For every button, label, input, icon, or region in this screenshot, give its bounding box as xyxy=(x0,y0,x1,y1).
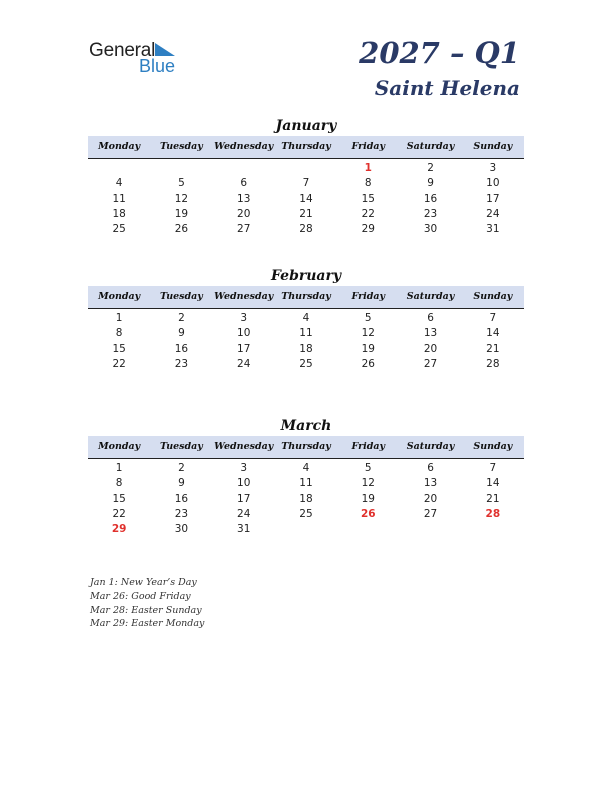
date-cell: 23 xyxy=(423,207,438,220)
date-cell: 30 xyxy=(423,223,438,236)
weekday-label: Friday xyxy=(351,291,386,302)
holiday-notes xyxy=(90,576,204,631)
date-cell: 24 xyxy=(237,507,251,520)
date-cell: 5 xyxy=(178,177,185,190)
weekday-label: Tuesday xyxy=(160,441,203,452)
week-row xyxy=(88,222,524,237)
date-cell: 3 xyxy=(240,462,248,474)
week-row xyxy=(88,522,524,537)
week-row xyxy=(88,507,524,522)
brand-logo xyxy=(89,40,189,76)
week-row xyxy=(88,342,524,357)
date-cell: 20 xyxy=(423,492,438,505)
date-cell: 15 xyxy=(112,342,126,355)
date-cell: 23 xyxy=(174,507,189,520)
date-cell xyxy=(337,522,399,537)
date-cell: 17 xyxy=(237,342,251,355)
date-cell: 11 xyxy=(299,327,313,340)
holiday-note: Mar 28: Easter Sunday xyxy=(90,604,202,616)
week-row xyxy=(88,461,524,476)
weekday-label: Friday xyxy=(351,141,386,152)
date-cell: 6 xyxy=(427,462,434,474)
date-cell: 1 xyxy=(115,312,123,324)
date-cell: 12 xyxy=(174,192,189,205)
date-cell: 31 xyxy=(486,223,500,236)
date-cell: 19 xyxy=(174,207,189,220)
weekday-header-row xyxy=(88,436,524,459)
date-cell: 16 xyxy=(174,342,189,355)
weekday-label: Thursday xyxy=(281,291,331,302)
holiday-note: Mar 26: Good Friday xyxy=(90,590,191,602)
date-cell: 19 xyxy=(361,492,375,505)
weekday-label: Tuesday xyxy=(160,141,203,152)
date-cell: 29 xyxy=(361,223,375,236)
date-cell: 27 xyxy=(423,357,438,370)
date-cell: 2 xyxy=(178,312,185,324)
date-cell: 15 xyxy=(361,192,375,205)
date-cell: 16 xyxy=(423,192,438,205)
date-cell xyxy=(88,161,150,176)
weekday-label: Thursday xyxy=(281,141,331,152)
date-cell: 20 xyxy=(237,207,251,220)
date-cell: 2 xyxy=(178,462,185,474)
holiday-note: Mar 29: Easter Monday xyxy=(90,618,205,630)
date-cell: 4 xyxy=(302,312,310,324)
weekday-label: Wednesday xyxy=(214,141,274,152)
date-cell: 22 xyxy=(361,207,375,220)
weekday-label: Monday xyxy=(98,441,141,452)
month-march xyxy=(88,416,524,537)
date-cell xyxy=(150,161,212,176)
date-cell: 11 xyxy=(299,477,313,490)
month-title: February xyxy=(270,268,341,284)
month-january xyxy=(88,116,524,237)
weekday-label: Friday xyxy=(351,441,386,452)
date-cell: 7 xyxy=(489,312,497,324)
weekday-label: Wednesday xyxy=(214,291,274,302)
country-name: Saint Helena xyxy=(374,76,520,100)
date-cell: 10 xyxy=(237,477,251,490)
date-cell: 24 xyxy=(486,207,500,220)
date-cell xyxy=(275,161,337,176)
logo-general-text: General xyxy=(89,40,156,61)
date-cell: 21 xyxy=(486,492,500,505)
holiday-date-cell: 26 xyxy=(360,507,376,520)
week-row xyxy=(88,357,524,372)
month-title: March xyxy=(280,418,332,434)
weekday-label: Sunday xyxy=(473,291,513,302)
week-row xyxy=(88,161,524,176)
weekday-label: Monday xyxy=(98,141,141,152)
week-row xyxy=(88,176,524,191)
date-cell: 6 xyxy=(240,177,248,190)
month-title: January xyxy=(275,118,337,134)
date-cell: 4 xyxy=(115,177,123,190)
week-row xyxy=(88,326,524,341)
date-cell: 27 xyxy=(423,507,438,520)
date-cell: 25 xyxy=(112,223,126,236)
weekday-label: Wednesday xyxy=(214,441,274,452)
date-cell: 10 xyxy=(486,177,500,190)
date-cell: 18 xyxy=(299,492,313,505)
date-cell: 7 xyxy=(489,462,497,474)
date-cell: 5 xyxy=(364,312,372,324)
date-cell: 16 xyxy=(174,492,189,505)
date-cell: 31 xyxy=(237,523,251,536)
date-cell: 9 xyxy=(178,327,185,340)
date-cell xyxy=(462,522,524,537)
week-row xyxy=(88,311,524,326)
week-row xyxy=(88,476,524,491)
weekday-header-row xyxy=(88,286,524,309)
weekday-label: Thursday xyxy=(281,441,331,452)
date-cell: 5 xyxy=(364,462,372,474)
date-cell: 3 xyxy=(240,312,248,324)
date-cell: 12 xyxy=(361,477,375,490)
date-cell: 17 xyxy=(237,492,251,505)
date-cell: 14 xyxy=(486,327,500,340)
date-cell: 8 xyxy=(115,477,123,490)
date-cell: 14 xyxy=(299,192,313,205)
date-cell: 18 xyxy=(112,207,126,220)
date-cell: 9 xyxy=(427,177,434,190)
page-title: 2027 – Q1 xyxy=(359,36,520,70)
date-cell: 23 xyxy=(174,357,189,370)
weekday-label: Sunday xyxy=(473,441,513,452)
holiday-date-cell: 29 xyxy=(111,523,127,536)
weekday-label: Sunday xyxy=(473,141,513,152)
holiday-date-cell: 28 xyxy=(485,507,501,520)
logo-triangle-icon xyxy=(155,43,175,56)
date-cell: 27 xyxy=(237,223,251,236)
date-cell: 10 xyxy=(237,327,251,340)
date-cell: 28 xyxy=(486,357,500,370)
date-cell: 22 xyxy=(112,507,126,520)
date-cell: 4 xyxy=(302,462,310,474)
date-cell: 19 xyxy=(361,342,375,355)
holiday-date-cell: 1 xyxy=(364,162,372,174)
date-cell: 7 xyxy=(302,177,310,190)
date-cell: 9 xyxy=(178,477,185,490)
date-cell: 30 xyxy=(174,523,189,536)
date-cell: 6 xyxy=(427,312,434,324)
week-row xyxy=(88,192,524,207)
date-cell xyxy=(399,522,461,537)
weekday-label: Tuesday xyxy=(160,291,203,302)
week-row xyxy=(88,207,524,222)
date-cell: 17 xyxy=(486,192,500,205)
date-cell: 22 xyxy=(112,357,126,370)
weekday-label: Saturday xyxy=(406,441,455,452)
date-cell: 25 xyxy=(299,357,313,370)
date-cell: 26 xyxy=(361,357,375,370)
logo-blue-text: Blue xyxy=(139,56,176,76)
date-cell: 13 xyxy=(423,327,438,340)
date-cell: 13 xyxy=(237,192,251,205)
weekday-label: Saturday xyxy=(406,291,455,302)
date-cell: 13 xyxy=(423,477,438,490)
date-cell: 20 xyxy=(423,342,438,355)
date-cell: 8 xyxy=(364,177,372,190)
weekday-label: Saturday xyxy=(406,141,455,152)
date-cell: 3 xyxy=(489,162,497,174)
date-cell: 21 xyxy=(486,342,500,355)
month-february xyxy=(88,266,524,372)
weekday-label: Monday xyxy=(98,291,141,302)
holiday-note: Jan 1: New Year’s Day xyxy=(90,577,197,588)
date-cell: 8 xyxy=(115,327,123,340)
date-cell: 12 xyxy=(361,327,375,340)
date-cell xyxy=(213,161,275,176)
date-cell: 26 xyxy=(174,223,189,236)
date-cell xyxy=(275,522,337,537)
date-cell: 14 xyxy=(486,477,500,490)
date-cell: 2 xyxy=(427,162,434,174)
date-cell: 1 xyxy=(115,462,123,474)
date-cell: 25 xyxy=(299,507,313,520)
week-row xyxy=(88,492,524,507)
date-cell: 21 xyxy=(299,207,313,220)
date-cell: 15 xyxy=(112,492,126,505)
weekday-header-row xyxy=(88,136,524,159)
date-cell: 11 xyxy=(112,192,126,205)
date-cell: 28 xyxy=(299,223,313,236)
date-cell: 24 xyxy=(237,357,251,370)
date-cell: 18 xyxy=(299,342,313,355)
